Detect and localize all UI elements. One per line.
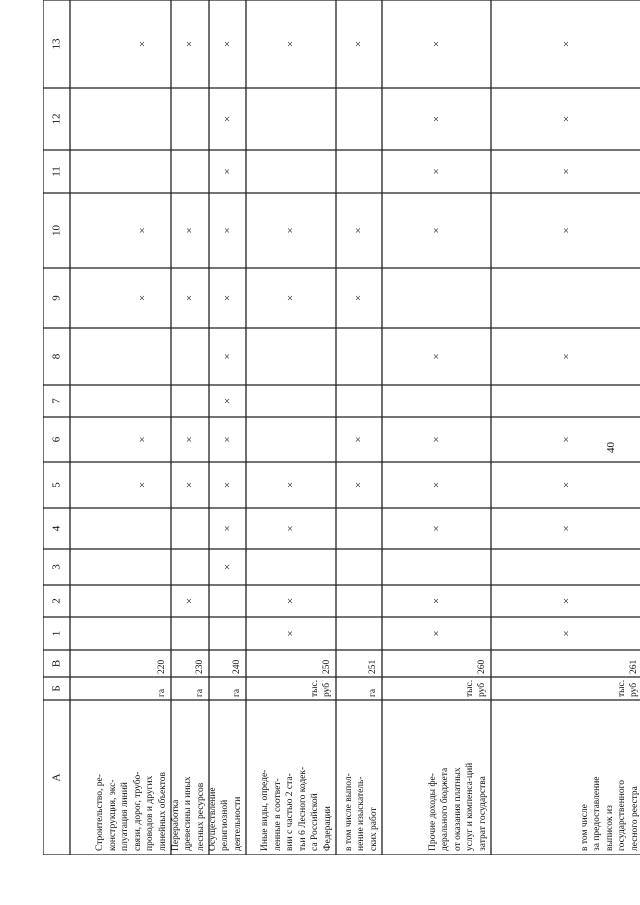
cross-mark: ×	[430, 353, 442, 360]
cross-mark: ×	[183, 436, 196, 443]
row-label-line: Строительство, ре-	[95, 774, 105, 851]
cross-mark: ×	[560, 115, 573, 123]
cross-mark: ×	[560, 40, 573, 48]
cross-mark: ×	[221, 481, 233, 489]
cross-mark: ×	[430, 168, 442, 175]
row-label-line: услуг и компенса-ций	[465, 762, 475, 851]
table-grid	[43, 0, 640, 855]
row-label-line: конструкция, экс-	[107, 779, 118, 851]
cross-mark: ×	[183, 227, 196, 234]
cross-mark: ×	[284, 481, 297, 489]
row-label-line: за предоставление	[592, 776, 602, 851]
row-label-line: связи, дорог, трубо-	[132, 771, 143, 851]
cross-mark: ×	[136, 40, 148, 48]
cross-mark: ×	[284, 630, 297, 637]
row-label-line: лесного реестра	[629, 786, 640, 851]
row-label-line: древесины и иных	[183, 776, 193, 851]
cross-mark: ×	[221, 525, 233, 532]
row-label-line: ских работ	[368, 807, 379, 851]
cross-mark: ×	[284, 294, 297, 302]
cross-mark: ×	[183, 597, 196, 605]
cross-mark: ×	[136, 227, 148, 234]
column-header: А	[50, 773, 62, 782]
column-header: Б	[50, 685, 62, 692]
column-header: 11	[50, 166, 62, 177]
column-header: 2	[50, 598, 62, 604]
cross-mark: ×	[221, 294, 233, 302]
column-header: 5	[50, 482, 62, 488]
row-label-line: са Российской	[310, 793, 320, 851]
cross-mark: ×	[352, 481, 365, 489]
unit-cell: тыс.	[464, 679, 475, 697]
row-label-line: государственного	[617, 779, 627, 851]
cross-mark: ×	[183, 40, 196, 48]
row-label-line: Федерации	[322, 806, 333, 851]
cross-mark: ×	[430, 40, 442, 48]
row-label-line: Иные виды, опреде-	[260, 769, 270, 851]
column-header: 4	[50, 525, 62, 532]
row-label-line: линейных объектов	[157, 771, 168, 851]
unit-cell: тыс.	[309, 679, 320, 697]
row-code: 240	[232, 659, 242, 674]
cross-mark: ×	[430, 227, 442, 234]
cross-mark: ×	[183, 294, 196, 302]
row-code: 250	[322, 659, 332, 674]
row-label-line: проводов и других	[145, 775, 155, 851]
cross-mark: ×	[183, 481, 196, 489]
cross-mark: ×	[221, 40, 233, 48]
unit-cell: га	[157, 688, 167, 697]
row-label-line: Осуществление	[207, 787, 218, 851]
cross-mark: ×	[430, 436, 442, 443]
cross-mark: ×	[560, 168, 573, 175]
cross-mark: ×	[352, 40, 365, 48]
row-label-line: нение изыскатель-	[356, 776, 366, 851]
column-header: 6	[50, 436, 62, 443]
unit-cell: руб	[322, 682, 332, 697]
cross-mark: ×	[560, 597, 573, 605]
row-label-line: в том числе выпол-	[343, 773, 354, 851]
unit-cell: га	[368, 688, 378, 697]
row-label-line: тьи 6 Лесного кодек-	[297, 766, 308, 851]
row-label-line: Переработка	[170, 799, 181, 851]
cross-mark: ×	[136, 481, 148, 489]
row-label-line: Прочие доходы фе-	[427, 773, 438, 851]
row-label-line: вии с частью 2 ста-	[285, 773, 295, 851]
row-label-line: плуатация линий	[120, 782, 130, 851]
cross-mark: ×	[430, 525, 442, 532]
cross-mark: ×	[221, 168, 233, 175]
cross-mark: ×	[221, 563, 233, 571]
column-header: 13	[50, 38, 62, 50]
cross-mark: ×	[560, 436, 573, 443]
cross-mark: ×	[560, 630, 573, 637]
cross-mark: ×	[284, 525, 297, 532]
cross-mark: ×	[430, 481, 442, 489]
unit-cell: га	[195, 688, 205, 697]
cross-mark: ×	[221, 227, 233, 234]
cross-mark: ×	[352, 227, 365, 234]
cross-mark: ×	[430, 597, 442, 605]
cross-mark: ×	[284, 40, 297, 48]
unit-cell: руб	[477, 682, 487, 697]
unit-cell: га	[232, 688, 242, 697]
cross-mark: ×	[221, 115, 233, 123]
cross-mark: ×	[221, 436, 233, 443]
column-header: 1	[50, 630, 62, 637]
cross-mark: ×	[430, 630, 442, 637]
unit-cell: руб	[629, 682, 639, 697]
rotated-table-page	[43, 0, 640, 855]
cross-mark: ×	[560, 353, 573, 360]
row-code: 230	[195, 659, 205, 674]
row-code: 260	[477, 659, 487, 674]
cross-mark: ×	[560, 525, 573, 532]
row-label-line: религиозной	[220, 799, 230, 851]
column-header: 12	[50, 113, 62, 125]
column-header: 9	[50, 295, 62, 301]
cross-mark: ×	[352, 294, 365, 302]
row-label-line: деятельности	[232, 796, 243, 851]
row-code: 220	[157, 659, 167, 674]
cross-mark: ×	[284, 227, 297, 234]
cross-mark: ×	[560, 227, 573, 234]
column-header: 3	[50, 564, 62, 570]
row-label-line: в том числе	[579, 804, 590, 851]
column-header: 10	[50, 225, 62, 236]
row-label-line: выписок из	[604, 805, 615, 851]
row-label-line: от оказания платных	[452, 767, 463, 851]
cross-mark: ×	[136, 436, 148, 443]
column-header: 7	[50, 398, 62, 404]
cross-mark: ×	[352, 436, 365, 443]
cross-mark: ×	[136, 294, 148, 302]
column-header: В	[50, 659, 62, 668]
row-label-line: лесных ресурсов	[195, 782, 206, 851]
unit-cell: тыс.	[616, 679, 627, 697]
cross-mark: ×	[221, 397, 233, 405]
row-code: 251	[368, 659, 378, 674]
column-header: 8	[50, 353, 62, 360]
cross-mark: ×	[430, 115, 442, 123]
row-label-line: ленные в соответ-	[272, 778, 283, 851]
cross-mark: ×	[221, 353, 233, 360]
cross-mark: ×	[284, 597, 297, 605]
page-number: 40	[605, 442, 617, 453]
row-label-line: затрат государства	[477, 776, 488, 851]
cross-mark: ×	[560, 481, 573, 489]
row-code: 261	[629, 659, 639, 674]
row-label-line: дерального бюджета	[440, 767, 450, 851]
